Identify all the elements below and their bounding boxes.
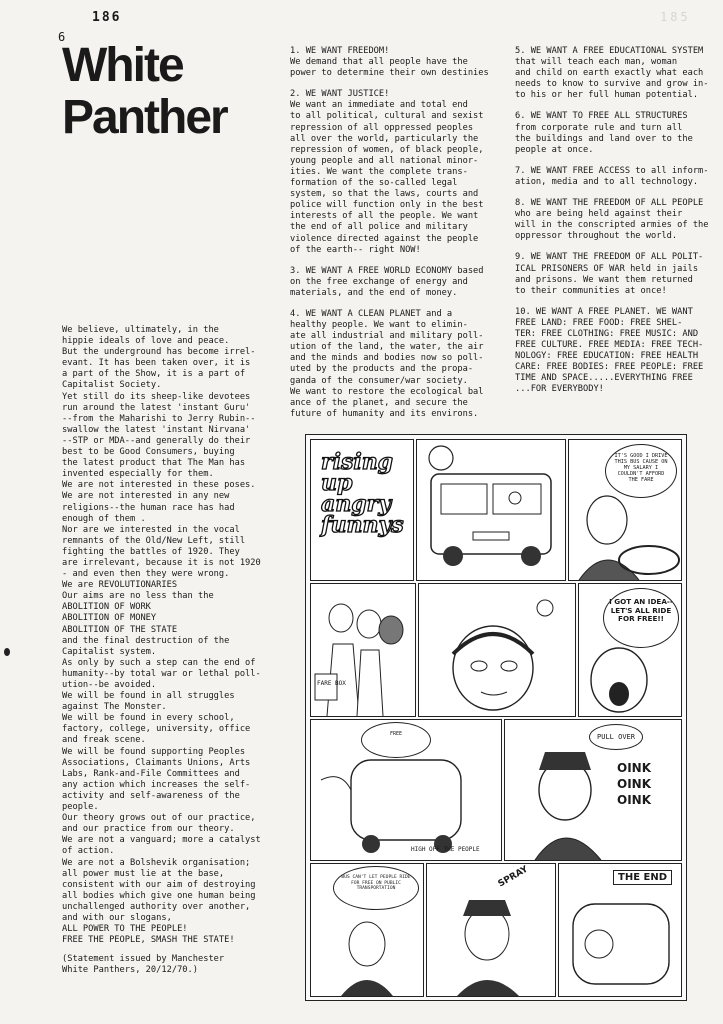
speech-bubble-public: BUS CAN'T LET PEOPLE RIDE FOR FREE ON PUBLIC TRANSPORTATION — [333, 866, 419, 910]
bus-drawing — [417, 440, 565, 580]
comic-panel-passengers — [310, 583, 416, 717]
program-column-middle — [290, 46, 508, 430]
comic-panel-public-transport — [310, 863, 424, 997]
program-item — [290, 46, 508, 79]
comic-logo-line-2: up — [321, 470, 353, 496]
comic-strip — [305, 434, 687, 1001]
comic-panel-logo — [310, 439, 414, 581]
program-item — [515, 166, 720, 188]
comic-panel-idea — [578, 583, 682, 717]
program-item — [290, 89, 508, 255]
comic-panel-spray — [426, 863, 556, 997]
program-item — [515, 46, 720, 101]
program-item-body: on the free exchange of energy and materials, and the end of money. — [290, 276, 468, 298]
title-line-1: White — [62, 39, 183, 92]
caption-high-off-people: HIGH OFF THE PEOPLE — [411, 846, 480, 853]
section-number: 6 — [58, 30, 66, 44]
program-item-heading: 8. WE WANT THE FREEDOM OF ALL PEOPLE — [515, 198, 704, 209]
speech-bubble-idea: I GOT AN IDEA-- LET'S ALL RIDE FOR FREE!! — [603, 588, 679, 648]
ink-smudge — [4, 648, 10, 656]
program-item — [290, 266, 508, 299]
program-item — [515, 111, 720, 155]
program-item — [515, 198, 720, 242]
comic-panel-driver — [568, 439, 682, 581]
sfx-spray: SPRAY — [496, 864, 530, 890]
comic-panel-crowd-bus — [310, 719, 502, 861]
comic-logo-line-1: rising — [321, 449, 394, 475]
page-title — [62, 39, 227, 148]
program-item-body: ation, media and to all technology. — [515, 176, 699, 187]
program-item-heading: 5. WE WANT A FREE EDUCATIONAL SYSTEM — [515, 46, 704, 56]
fare-box-label: FARE BOX — [317, 680, 346, 687]
program-item-heading: 2. WE WANT JUSTICE! — [290, 89, 390, 100]
comic-logo-line-3: angry — [321, 491, 392, 517]
speech-bubble-driver: IT'S GOOD I DRIVE THIS BUS CAUSE ON MY SALARY I COULDN'T AFFORD THE FARE — [605, 444, 677, 498]
speech-bubble-free: FREE — [361, 722, 431, 758]
comic-panel-closeup — [418, 583, 576, 717]
program-item-heading: 9. WE WANT THE FREEDOM OF ALL POLIT- — [515, 252, 704, 263]
statement-text: We believe, ultimately, in the hippie ideals of love and peace. But the underground has become irrel- evant. It has been taken over, it is a part of the Show, it is a part of Capitalist Society. Yet still do its sheep-like devotees run around the latest 'instant Guru' --from the Maharishi to Jerry Rubin-- swallow the latest 'instant Nirvana' --STP or MDA--and generally do their best to be Good Consumers, buying the latest product that The Man has invented especially for them. We are not interested in these poses. We are not interested in any new religions--the human race has had enough of them . Nor are we interested in the vocal remnants of the Old/New Left, still fighting the battles of 1920. They are irrelevant, because it is not 1920 - and even then they were wrong. We are REVOLUTIONARIES Our aims are no less than the ABOLITION OF WORK ABOLITION OF MONEY ABOLITION OF THE STATE and the final destruction of the Capitalist system. As only by such a step can the end of humanity--by total war or lethal poll- ution--be avoided. We will be found in all struggles against The Monster. We will be found in every school, factory, college, university, office and freak scene. We will be found supporting Peoples Associations, Claimants Unions, Arts Labs, Rank-and-File Committees and any action which increases the self- activity and self-awareness of the people. Our theory grows out of our practice, and our practice from our theory. We are not a vanguard; more a catalyst of action. We are not a Bolshevik organisation; all power must lie at the base, consistent with our aim of destroying all bodies which give one human being unchallenged authority over another, and with our slogans, ALL POWER TO THE PEOPLE! FREE THE PEOPLE, SMASH THE STATE! — [62, 325, 261, 946]
statement-block — [62, 325, 282, 976]
program-item-body: FREE LAND: FREE FOOD: FREE SHEL- TER: FREE CLOTHING: FREE MUSIC: AND FREE CULTURE. FREE MEDIA: FREE TECH- NOLOGY: FREE EDUCATION: FREE HEALTH CARE: FREE BODIES: FREE PEOPLE: FREE TIME AND SPACE.....EVERYTHING FREE ...FOR EVERYBODY! — [515, 317, 704, 395]
program-column-right — [515, 46, 720, 406]
program-item — [290, 309, 508, 420]
program-item-heading: 10. WE WANT A FREE PLANET. WE WANT — [515, 306, 693, 317]
program-item-heading: 1. WE WANT FREEDOM! — [290, 46, 390, 56]
page-number: 186 — [92, 10, 122, 25]
spray-drawing — [427, 864, 555, 996]
program-item — [515, 252, 720, 296]
program-item-body: ICAL PRISONERS OF WAR held in jails and prisons. We want them returned to their communities at once! — [515, 263, 699, 296]
passengers-drawing — [311, 584, 415, 716]
program-item-body: healthy people. We want to elimin- ate all industrial and military poll- ution of the land, the water, the air and the minds and bodies now so poll- uted by the products and the propa- ganda of the consumer/war society. We want to restore the ecological bal ance of the planet, and secure the future of humanity and its environs. — [290, 320, 484, 419]
bleed-through-page-number: 185 — [660, 10, 691, 24]
the-end-sign: THE END — [613, 870, 672, 885]
program-item-heading: 7. WE WANT FREE ACCESS to all inform- — [515, 165, 709, 176]
statement-signature: (Statement issued by Manchester White Panthers, 20/12/70.) — [62, 954, 225, 976]
title-line-2: Panther — [62, 91, 227, 144]
speech-bubble-pull-over: PULL OVER — [589, 724, 643, 750]
program-item-heading: 6. WE WANT TO FREE ALL STRUCTURES — [515, 111, 688, 122]
closeup-drawing — [419, 584, 575, 716]
comic-panel-bus — [416, 439, 566, 581]
program-item-heading: 3. WE WANT A FREE WORLD ECONOMY based — [290, 265, 484, 276]
sfx-oink: OINK OINK OINK — [617, 761, 652, 807]
comic-panel-police — [504, 719, 682, 861]
program-item-body: from corporate rule and turn all the buildings and land over to the people at once. — [515, 122, 693, 155]
program-item-body: We want an immediate and total end to all political, cultural and sexist repression of all oppressed peoples all over the world, particularly the repression of women, of black people, young people and all national minor- ities. We want the complete trans- formation of the so-called legal system, so that the laws, courts and police will function only in the best interests of all the people. We want the end of all police and military violence directed against the people of the earth-- right NOW! — [290, 100, 484, 255]
program-item-body: who are being held against their will in the conscripted armies of the oppressor throughout the world. — [515, 209, 709, 242]
program-item — [515, 307, 720, 396]
program-item-body: We demand that all people have the power to determine their own destinies — [290, 57, 489, 79]
comic-panel-end — [558, 863, 682, 997]
comic-logo-line-4: funnys — [321, 512, 404, 538]
program-item-heading: 4. WE WANT A CLEAN PLANET and a — [290, 308, 453, 319]
comic-logo — [321, 449, 411, 538]
program-item-body: that will teach each man, woman and child on earth exactly what each needs to know to survive and grow in- to his or her full human potential. — [515, 57, 709, 101]
